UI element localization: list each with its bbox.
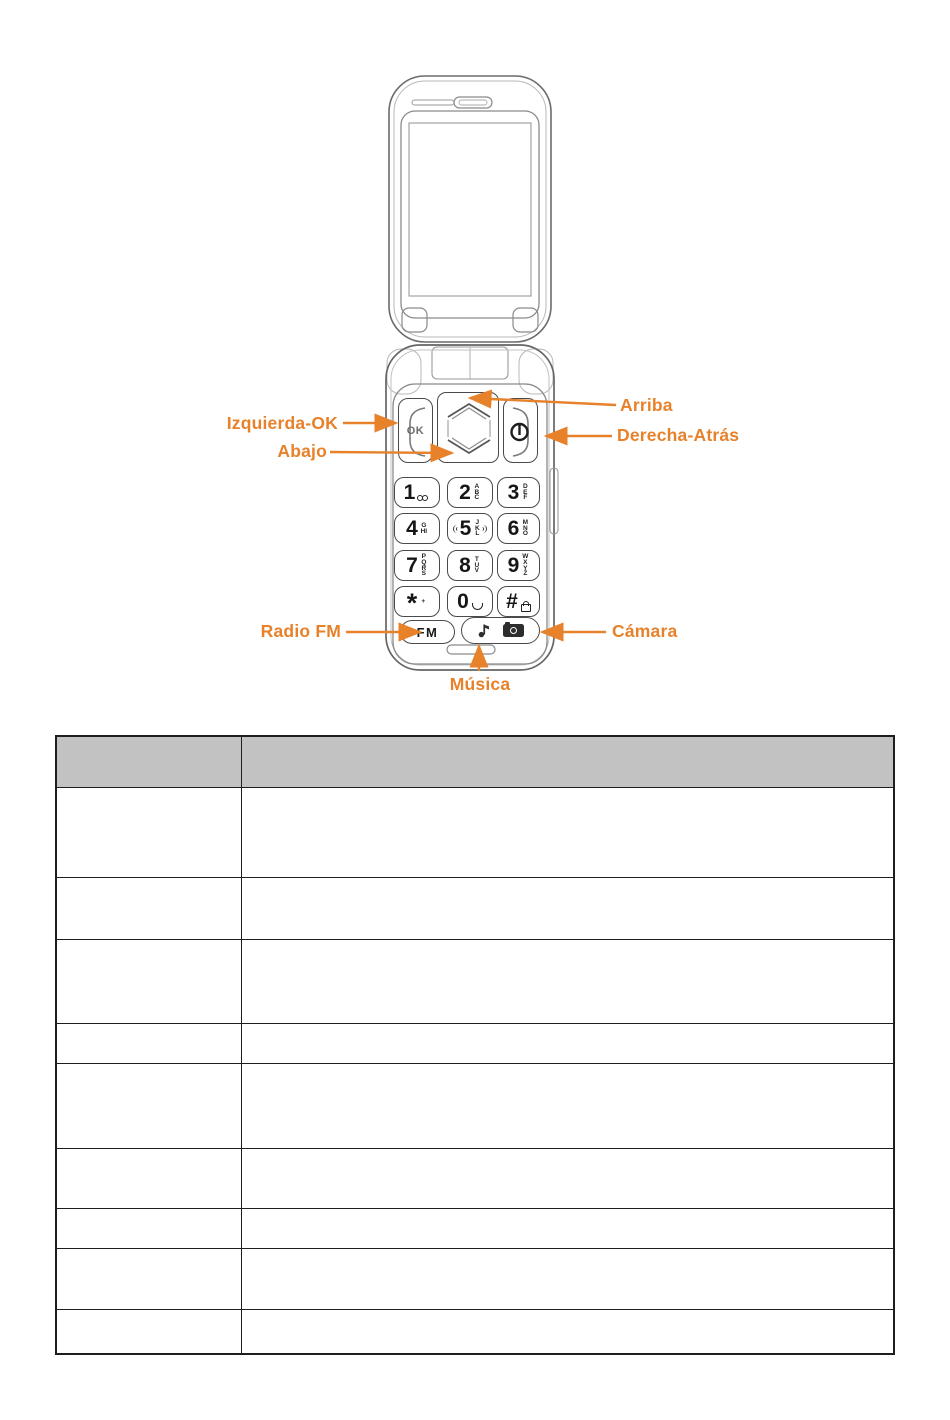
lock-icon <box>521 604 531 612</box>
key-digit: 8 <box>459 554 471 577</box>
table-cell <box>242 788 894 878</box>
keypad-key-5 <box>447 513 493 544</box>
key-letters: GHI <box>420 521 428 535</box>
table-cell <box>56 1024 242 1064</box>
table-row <box>56 1310 894 1354</box>
key-digit: 9 <box>507 554 520 577</box>
spec-table-body <box>56 736 894 1354</box>
up-chevron-icon <box>448 404 490 419</box>
table-cell <box>242 940 894 1024</box>
table-cell <box>242 1209 894 1249</box>
key-digit: 4 <box>406 517 418 540</box>
table-header-cell <box>242 736 894 788</box>
table-row <box>56 1249 894 1310</box>
key-digit: 1 <box>403 481 416 504</box>
table-cell <box>56 1209 242 1249</box>
table-cell <box>242 1024 894 1064</box>
microphone-slot <box>447 645 495 654</box>
table-row <box>56 788 894 878</box>
table-row <box>56 1064 894 1149</box>
table-row <box>56 1149 894 1209</box>
key-digit: 6 <box>507 517 520 540</box>
table-cell <box>56 878 242 940</box>
fm-radio-key <box>400 620 455 644</box>
key-digit: * <box>406 588 418 618</box>
key-letters: PQRS <box>421 553 427 578</box>
table-row <box>56 1209 894 1249</box>
keypad-key-1 <box>394 477 440 508</box>
table-cell <box>56 1249 242 1310</box>
hinge-bar <box>432 347 508 379</box>
table-cell <box>242 1149 894 1209</box>
ok-key-label: OK <box>406 425 425 437</box>
speaker-waves-icon <box>481 523 487 534</box>
table-cell <box>56 1149 242 1209</box>
callout-music: Música <box>449 674 511 694</box>
power-back-key <box>503 398 538 463</box>
key-letters: TUV <box>474 556 480 575</box>
table-cell <box>56 1310 242 1354</box>
key-letters: ABC <box>474 483 480 502</box>
callout-camera: Cámara <box>612 621 678 641</box>
voicemail-icon <box>417 495 430 502</box>
keypad-key-7 <box>394 550 440 581</box>
callout-up: Arriba <box>620 395 673 415</box>
hinge-left <box>387 349 421 394</box>
key-letters: WXYZ <box>522 553 529 578</box>
earpiece-slot <box>412 100 454 105</box>
power-icon <box>512 424 528 440</box>
screen-bezel <box>401 111 539 318</box>
table-cell <box>56 788 242 878</box>
flip-shell <box>389 76 551 342</box>
key-letters: MNO <box>522 519 529 538</box>
keypad-key-4 <box>394 513 440 544</box>
key-digit: 0 <box>457 590 469 613</box>
key-digit: 5 <box>459 517 472 540</box>
side-volume-key <box>550 468 558 534</box>
keypad-key-2 <box>447 477 493 508</box>
callout-fm-radio: Radio FM <box>260 621 341 641</box>
keypad-key-3 <box>497 477 540 508</box>
table-cell <box>242 1249 894 1310</box>
music-note-icon <box>478 623 490 638</box>
ok-key <box>398 398 433 463</box>
table-header-row <box>56 736 894 788</box>
callout-left-ok: Izquierda-OK <box>226 413 338 433</box>
keypad-key-0 <box>447 586 493 617</box>
table-row <box>56 1024 894 1064</box>
speaker-waves-icon <box>453 523 459 534</box>
key-digit: 7 <box>406 554 418 577</box>
hinge-right <box>519 349 553 394</box>
table-cell <box>242 1064 894 1149</box>
key-letters: + <box>421 597 426 605</box>
table-cell <box>242 878 894 940</box>
table-row <box>56 940 894 1024</box>
keypad-key-* <box>394 586 440 617</box>
music-camera-key <box>461 617 540 644</box>
display-screen <box>409 123 531 296</box>
keypad-key-6 <box>497 513 540 544</box>
callout-down: Abajo <box>277 441 327 461</box>
camera-icon <box>503 624 524 637</box>
space-icon <box>472 603 483 610</box>
spec-table <box>55 735 895 1355</box>
table-cell <box>56 940 242 1024</box>
key-digit: 3 <box>507 481 520 504</box>
key-digit: 2 <box>459 481 471 504</box>
table-row <box>56 878 894 940</box>
keypad-key-# <box>497 586 540 617</box>
table-cell <box>56 1064 242 1149</box>
key-letters: JKL <box>474 519 480 538</box>
earpiece-speaker <box>454 97 492 108</box>
down-chevron-icon <box>448 438 490 453</box>
table-cell <box>242 1310 894 1354</box>
callout-right-back: Derecha-Atrás <box>617 425 740 445</box>
table-header-cell <box>56 736 242 788</box>
key-digit: # <box>506 590 518 613</box>
fm-key-label: FM <box>416 624 439 640</box>
keypad-key-8 <box>447 550 493 581</box>
key-letters: DEF <box>522 483 528 502</box>
up-down-nav-key <box>437 392 499 463</box>
keypad-key-9 <box>497 550 540 581</box>
